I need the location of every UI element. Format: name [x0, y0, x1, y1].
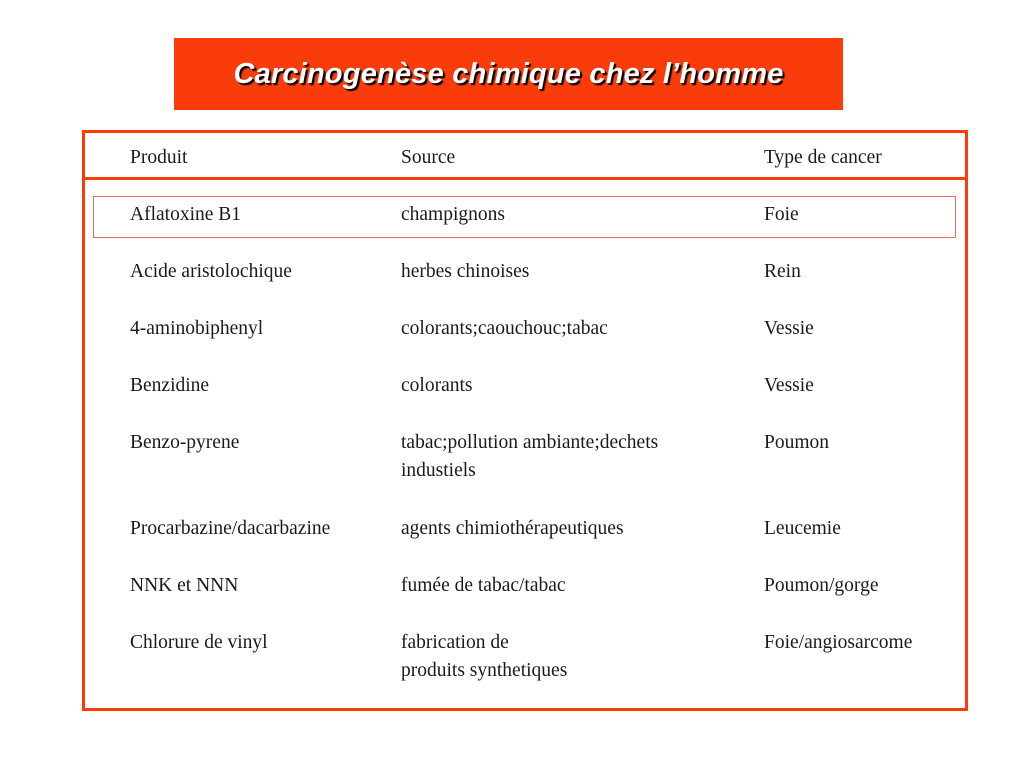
cell-produit: NNK et NNN [130, 575, 239, 596]
cell-produit: Chlorure de vinyl [130, 632, 268, 653]
cell-type: Vessie [764, 375, 814, 396]
header-divider [82, 177, 968, 180]
cell-type: Rein [764, 261, 801, 282]
cell-source [401, 515, 624, 543]
cell-source [401, 315, 608, 343]
cell-type: Poumon [764, 432, 830, 453]
cell-source [401, 572, 566, 600]
cell-source [401, 629, 567, 685]
cell-type: Leucemie [764, 518, 841, 539]
cell-source-line: fabrication de [401, 632, 509, 653]
cell-source-line: champignons [401, 204, 505, 225]
cell-type: Vessie [764, 318, 814, 339]
cell-source [401, 372, 472, 400]
cell-produit: 4-aminobiphenyl [130, 318, 264, 339]
cell-produit: Benzidine [130, 375, 210, 396]
title-banner [174, 38, 843, 110]
cell-source-line: herbes chinoises [401, 261, 530, 282]
cell-source-line: colorants [401, 375, 473, 396]
cell-produit: Aflatoxine B1 [130, 204, 242, 225]
cell-produit: Benzo-pyrene [130, 432, 240, 453]
header-produit: Produit [130, 147, 188, 168]
cell-source-line: industiels [401, 460, 476, 481]
cell-source [401, 258, 529, 286]
cell-source-line: fumée de tabac/tabac [401, 575, 566, 596]
cell-source-line: produits synthetiques [401, 660, 568, 681]
cell-source [401, 429, 658, 485]
header-type-de-cancer: Type de cancer [764, 147, 882, 168]
cell-source-line: agents chimiothérapeutiques [401, 518, 624, 539]
cell-type: Poumon/gorge [764, 575, 879, 596]
cell-type: Foie [764, 204, 799, 225]
cell-source-line: tabac;pollution ambiante;dechets [401, 432, 659, 453]
cell-type: Foie/angiosarcome [764, 632, 913, 653]
cell-produit: Acide aristolochique [130, 261, 292, 282]
cell-source-line: colorants;caouchouc;tabac [401, 318, 608, 339]
slide-title: Carcinogenèse chimique chez l’homme [233, 57, 784, 90]
header-source: Source [401, 147, 456, 168]
cell-produit: Procarbazine/dacarbazine [130, 518, 331, 539]
cell-source [401, 201, 505, 229]
